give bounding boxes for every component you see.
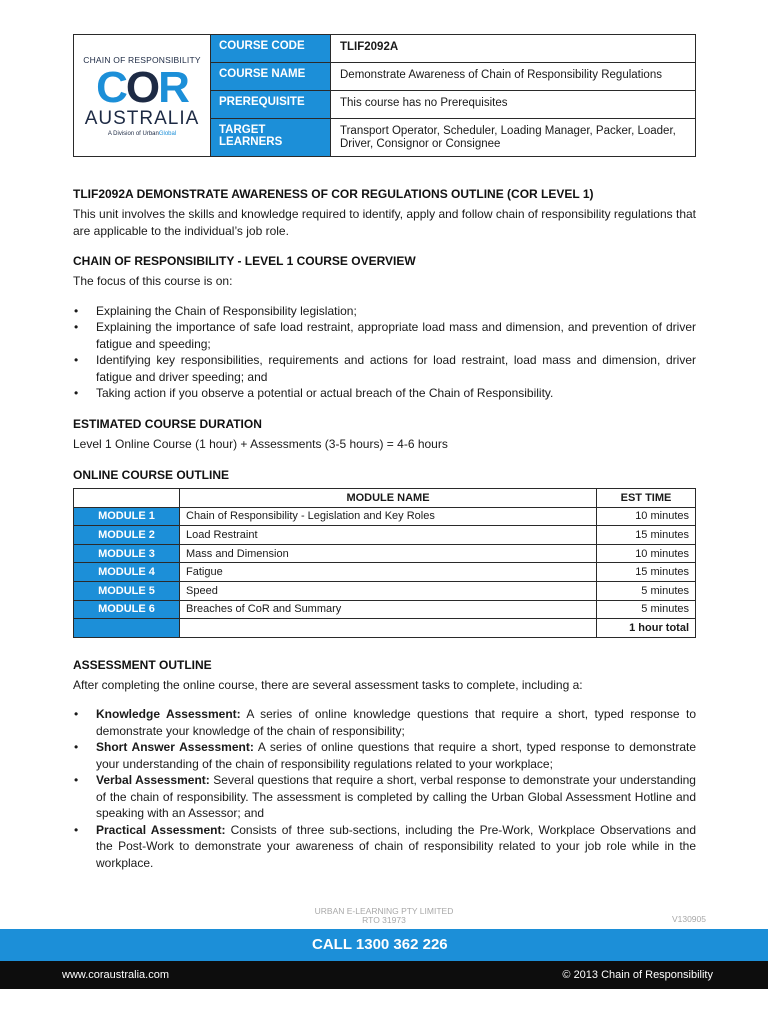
logo-division-text: A Division of UrbanGlobal — [107, 130, 177, 137]
total-empty-cell — [180, 619, 597, 638]
outline-text: This unit involves the skills and knowledge required to identify, apply and follow chain of responsibility regulations that are applicable to the individual’s job role. — [73, 207, 696, 238]
target-learners-value: Transport Operator, Scheduler, Loading Manager, Packer, Loader, Driver, Consignor or Consignee — [340, 125, 676, 150]
module-id: MODULE 6 — [74, 600, 180, 619]
module-id: MODULE 1 — [74, 507, 180, 526]
course-code-row — [211, 35, 695, 63]
course-name-row — [211, 63, 695, 91]
module-time: 5 minutes — [597, 600, 696, 619]
assessment-title: Knowledge Assessment: — [96, 707, 241, 722]
footer-bar — [0, 961, 768, 989]
total-blank-cell — [74, 619, 180, 638]
assessment-text: A series of online knowledge questions that require a short, typed response to demonstrate your knowledge of the chain of responsibility; — [96, 707, 697, 738]
assessment-title: Short Answer Assessment: — [96, 740, 254, 755]
list-item — [73, 822, 696, 872]
assessment-text: Several questions that require a short, verbal response to demonstrate your understanding of the chain of responsibility. The assessment is completed by calling the Urban Global Assessment Hotline and speaking with an Assessor; and — [96, 773, 696, 821]
duration-heading: ESTIMATED COURSE DURATION — [73, 416, 262, 431]
module-time: 15 minutes — [597, 563, 696, 582]
table-row — [74, 600, 696, 619]
overview-intro: The focus of this course is on: — [73, 274, 233, 288]
overview-bullet-list — [73, 303, 696, 402]
module-name: Fatigue — [180, 563, 597, 582]
module-time: 10 minutes — [597, 544, 696, 563]
course-info-table — [73, 34, 696, 157]
duration-text: Level 1 Online Course (1 hour) + Assessments (3-5 hours) = 4-6 hours — [73, 436, 448, 451]
module-name: Speed — [180, 581, 597, 600]
list-item: • Explaining the importance of safe load restraint, appropriate load mass and dimension, and prevention of driver fatigue and speeding; — [73, 319, 696, 352]
table-row — [74, 507, 696, 526]
list-item: • Explaining the Chain of Responsibility legislation; — [73, 303, 696, 320]
module-time: 15 minutes — [597, 526, 696, 545]
target-learners-row — [211, 119, 695, 156]
course-name-label: COURSE NAME — [211, 63, 331, 90]
table-header-blank — [74, 489, 180, 508]
overview-heading: CHAIN OF RESPONSIBILITY - LEVEL 1 COURSE OVERVIEW — [73, 254, 416, 268]
prerequisite-label: PREREQUISITE — [211, 91, 331, 118]
module-id: MODULE 3 — [74, 544, 180, 563]
list-item: • Taking action if you observe a potential or actual breach of the Chain of Responsibility. — [73, 385, 696, 402]
table-total-row — [74, 619, 696, 638]
module-time: 10 minutes — [597, 507, 696, 526]
prerequisite-value: This course has no Prerequisites — [340, 97, 508, 109]
course-name-value: Demonstrate Awareness of Chain of Responsibility Regulations — [340, 69, 662, 81]
table-row — [74, 563, 696, 582]
list-item: • Identifying key responsibilities, requirements and actions for load restraint, load mass and dimension, driver fatigue and driver speeding; and — [73, 352, 696, 385]
module-name: Load Restraint — [180, 526, 597, 545]
assessment-title: Verbal Assessment: — [96, 773, 210, 788]
module-name: Mass and Dimension — [180, 544, 597, 563]
module-id: MODULE 5 — [74, 581, 180, 600]
list-item — [73, 739, 696, 772]
est-time-header: EST TIME — [597, 489, 696, 508]
course-code-label: COURSE CODE — [211, 35, 331, 62]
document-page — [73, 34, 696, 871]
website-link[interactable]: www.coraustralia.com — [62, 969, 169, 981]
module-time: 5 minutes — [597, 581, 696, 600]
assessment-text: A series of online questions that require a short, typed response to demonstrate your understanding of the chain of responsibility regulations related to your workplace; — [96, 740, 696, 771]
list-item — [73, 706, 696, 739]
table-header-row — [74, 489, 696, 508]
module-name: Breaches of CoR and Summary — [180, 600, 597, 619]
online-outline-heading: ONLINE COURSE OUTLINE — [73, 468, 230, 482]
table-row — [74, 526, 696, 545]
target-learners-label: TARGET LEARNERS — [211, 119, 331, 156]
table-row — [74, 581, 696, 600]
module-name: Chain of Responsibility - Legislation and Key Roles — [180, 507, 597, 526]
assessment-text: Consists of three sub-sections, including the Pre-Work, Workplace Observations and the Post-Work to demonstrate your awareness of chain of responsibility related to your job role while in the workplace. — [96, 822, 696, 870]
logo-cor-mark: COR — [96, 62, 188, 112]
assessment-title: Practical Assessment: — [96, 822, 226, 837]
rto-number: RTO 31973 — [362, 915, 406, 925]
course-code-value: TLIF2092A — [340, 41, 399, 53]
org-info — [0, 907, 768, 925]
logo-australia-text: AUSTRALIA — [84, 107, 200, 129]
assessment-heading: ASSESSMENT OUTLINE — [73, 657, 212, 672]
assessment-intro: After completing the online course, there are several assessment tasks to complete, including a: — [73, 677, 583, 692]
org-name: URBAN E-LEARNING PTY LIMITED — [314, 906, 454, 916]
total-time: 1 hour total — [597, 619, 696, 638]
module-id: MODULE 4 — [74, 563, 180, 582]
module-table — [73, 488, 696, 638]
cor-australia-logo — [74, 35, 211, 156]
module-name-header: MODULE NAME — [180, 489, 597, 508]
version-label: V130905 — [671, 914, 706, 924]
list-item — [73, 772, 696, 822]
call-phone-number[interactable]: CALL 1300 362 226 — [312, 936, 448, 953]
assessment-list — [73, 706, 696, 871]
table-row — [74, 544, 696, 563]
module-id: MODULE 2 — [74, 526, 180, 545]
prerequisite-row — [211, 91, 695, 119]
logo-top-text: CHAIN OF RESPONSIBILITY — [83, 54, 201, 65]
call-bar — [0, 929, 768, 961]
copyright-text: © 2013 Chain of Responsibility — [562, 969, 713, 981]
outline-heading: TLIF2092A DEMONSTRATE AWARENESS OF COR REGULATIONS OUTLINE (COR LEVEL 1) — [73, 187, 594, 201]
